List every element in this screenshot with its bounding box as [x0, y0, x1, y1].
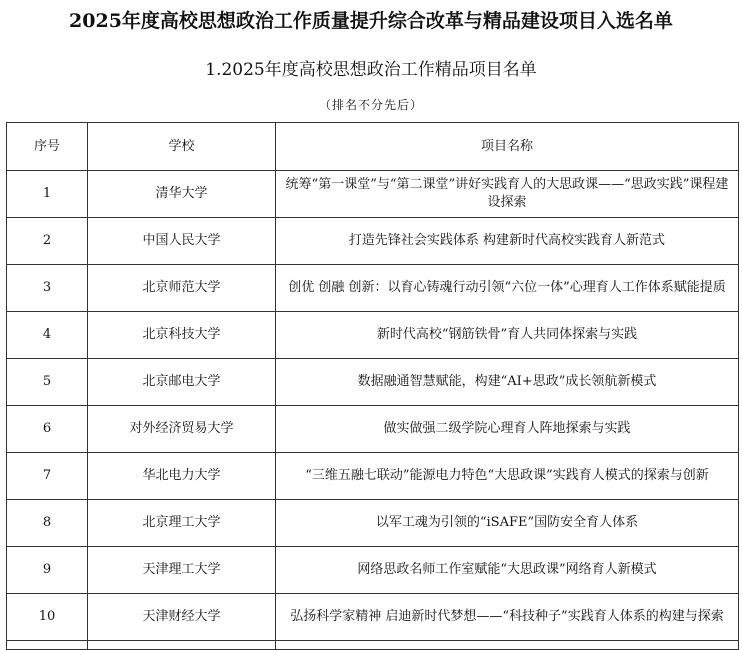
- row-school: 对外经济贸易大学: [88, 406, 276, 453]
- row-index: 9: [7, 547, 88, 594]
- table-row-cutoff: [7, 641, 739, 650]
- table-row: [7, 453, 739, 500]
- row-index: 4: [7, 312, 88, 359]
- row-school: 天津理工大学: [88, 547, 276, 594]
- row-school: 北京师范大学: [88, 265, 276, 312]
- document-title: 2025年度高校思想政治工作质量提升综合改革与精品建设项目入选名单: [69, 10, 673, 32]
- table-row: [7, 171, 739, 218]
- row-index: 2: [7, 218, 88, 265]
- row-project: 弘扬科学家精神 启迪新时代梦想——“科技种子”实践育人体系的构建与探索: [276, 594, 739, 641]
- row-project: 网络思政名师工作室赋能“大思政课”网络育人新模式: [276, 547, 739, 594]
- row-project: [276, 641, 739, 650]
- ranking-note: （排名不分先后）: [318, 98, 423, 112]
- table-row: [7, 547, 739, 594]
- table-row: [7, 500, 739, 547]
- row-index: 10: [7, 594, 88, 641]
- table-row: [7, 359, 739, 406]
- row-project: 新时代高校“钢筋铁骨”育人共同体探索与实践: [276, 312, 739, 359]
- row-project: 以军工魂为引领的“iSAFE”国防安全育人体系: [276, 500, 739, 547]
- row-school: 中国人民大学: [88, 218, 276, 265]
- table-row: [7, 594, 739, 641]
- table-header-row: [7, 123, 739, 171]
- row-school: 清华大学: [88, 171, 276, 218]
- row-index: 1: [7, 171, 88, 218]
- row-index: 5: [7, 359, 88, 406]
- row-index: 6: [7, 406, 88, 453]
- header-index: 序号: [7, 123, 88, 171]
- row-project: 统筹“第一课堂”与“第二课堂”讲好实践育人的大思政课——“思政实践”课程建设探索: [276, 171, 739, 218]
- row-index: [7, 641, 88, 650]
- table-row: [7, 406, 739, 453]
- header-school: 学校: [88, 123, 276, 171]
- row-project: 数据融通智慧赋能，构建“AI+思政”成长领航新模式: [276, 359, 739, 406]
- row-school: 北京理工大学: [88, 500, 276, 547]
- row-school: 天津财经大学: [88, 594, 276, 641]
- row-index: 8: [7, 500, 88, 547]
- project-list-table: [6, 122, 739, 650]
- row-project: “三维五融七联动”能源电力特色“大思政课”实践育人模式的探索与创新: [276, 453, 739, 500]
- row-school: 北京科技大学: [88, 312, 276, 359]
- row-school: 北京邮电大学: [88, 359, 276, 406]
- row-index: 3: [7, 265, 88, 312]
- table-row: [7, 218, 739, 265]
- row-project: 做实做强二级学院心理育人阵地探索与实践: [276, 406, 739, 453]
- row-school: 华北电力大学: [88, 453, 276, 500]
- row-project: 打造先锋社会实践体系 构建新时代高校实践育人新范式: [276, 218, 739, 265]
- row-index: 7: [7, 453, 88, 500]
- table-row: [7, 265, 739, 312]
- header-project: 项目名称: [276, 123, 739, 171]
- document-subtitle: 1.2025年度高校思想政治工作精品项目名单: [205, 60, 537, 80]
- row-project: 创优 创融 创新：以育心铸魂行动引领“六位一体”心理育人工作体系赋能提质: [276, 265, 739, 312]
- row-school: [88, 641, 276, 650]
- table-row: [7, 312, 739, 359]
